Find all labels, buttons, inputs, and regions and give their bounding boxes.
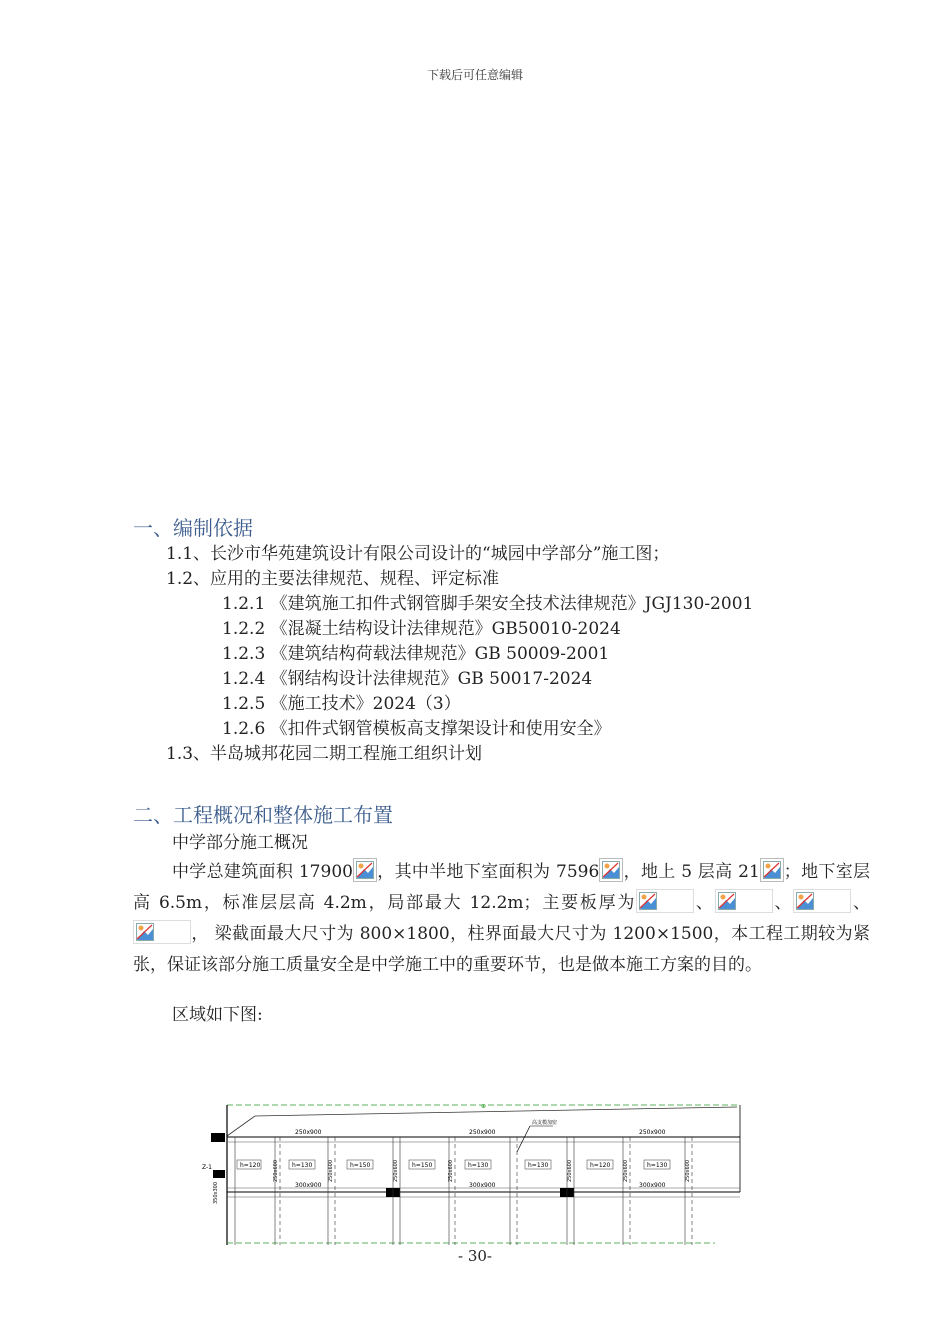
para-text-area: 中学总建筑面积 17900 [172, 862, 353, 882]
subitem-1-2-4: 1.2.4 《钢结构设计法律规范》GB 50017-2024 [222, 669, 593, 689]
broken-image-icon [715, 889, 773, 913]
subitem-1-2-1: 1.2.1 《建筑施工扣件式钢管脚手架安全技术法律规范》JGJ130-2001 [222, 594, 754, 614]
callout-leader [517, 1126, 530, 1152]
subitem-1-2-2: 1.2.2 《混凝土结构设计法律规范》GB50010-2024 [222, 619, 621, 639]
column-marker [211, 1133, 225, 1142]
svg-text:⊕: ⊕ [481, 1103, 487, 1110]
vertical-beam-label: 250x600 [567, 1159, 573, 1182]
slab-label: h=120 [240, 1162, 261, 1169]
para-text-dimensions: ， 梁截面最大尺寸为 800×1800，柱界面最大尺寸为 1200×1500，本工程工期较为紧张，保证该部分施工质量安全是中学施工中的重要环节，也是做本施工方案的目的。 [133, 924, 870, 975]
item-1-1: 1.1、长沙市华苑建筑设计有限公司设计的“城园中学部分”施工图； [166, 544, 670, 564]
broken-image-icon [133, 920, 191, 944]
separator: 、 [772, 893, 794, 913]
subitem-1-2-3: 1.2.3 《建筑结构荷载法律规范》GB 50009-2001 [222, 644, 610, 664]
slab-label: h=130 [292, 1162, 313, 1169]
slab-label: h=130 [468, 1162, 489, 1169]
vertical-beam-label: 250x600 [448, 1159, 454, 1182]
broken-image-icon [636, 889, 694, 913]
beam-label: 300x900 [295, 1182, 322, 1189]
page-number: - 30- [458, 1247, 492, 1265]
item-1-2: 1.2、应用的主要法律规范、规程、评定标准 [166, 569, 500, 589]
beam-label: 250x900 [295, 1129, 322, 1136]
overview-paragraph [133, 857, 870, 981]
beam-label: 250x900 [639, 1129, 666, 1136]
slab-label: h=150 [412, 1162, 433, 1169]
vertical-beam-label: 250x600 [685, 1159, 691, 1182]
broken-image-icon [760, 858, 784, 882]
column-marker [213, 1170, 225, 1178]
para-text-heights: ；地下室层高 6.5m，标准层层高 4.2m，局部最大 12.2m；主要板厚为 [133, 862, 870, 913]
vertical-beam-label: 350x300 [213, 1181, 219, 1204]
vertical-beam-label: 250x600 [393, 1159, 399, 1182]
slab-label: h=130 [528, 1162, 549, 1169]
grid-label: Z-1 [202, 1164, 212, 1171]
vertical-beam-label: 250x600 [623, 1159, 629, 1182]
section-2-heading: 二、工程概况和整体施工布置 [133, 803, 393, 827]
slab-label: h=130 [647, 1162, 668, 1169]
para-text-floors: ，地上 5 层高 21 [623, 862, 760, 882]
separator: 、 [694, 893, 715, 913]
page-header: 下载后可任意编辑 [426, 68, 523, 82]
vertical-beam-label: 250x600 [273, 1159, 279, 1182]
separator: 、 [851, 893, 871, 913]
subitem-1-2-6: 1.2.6 《扣件式钢管模板高支撑架设计和使用安全》 [222, 719, 611, 739]
section-2-subtitle: 中学部分施工概况 [172, 833, 308, 853]
broken-image-icon [793, 889, 851, 913]
beam-label: 300x900 [639, 1182, 666, 1189]
para-text-basement: ，其中半地下室面积为 7596 [376, 862, 600, 882]
section-1-heading: 一、编制依据 [133, 516, 253, 540]
beam-label: 250x900 [469, 1129, 496, 1136]
slab-label: h=150 [350, 1162, 371, 1169]
figure-caption: 区域如下图: [172, 1005, 263, 1025]
item-1-3: 1.3、半岛城邦花园二期工程施工组织计划 [166, 744, 483, 764]
structural-plan-drawing [202, 1100, 745, 1248]
beam-label: 300x900 [469, 1182, 496, 1189]
callout-label: 高支模加密 [532, 1120, 558, 1126]
broken-image-icon [353, 858, 377, 882]
subitem-1-2-5: 1.2.5 《施工技术》2024（3） [222, 694, 461, 714]
slab-label: h=120 [590, 1162, 611, 1169]
broken-image-icon [599, 858, 623, 882]
vertical-beam-label: 250x600 [328, 1159, 334, 1182]
